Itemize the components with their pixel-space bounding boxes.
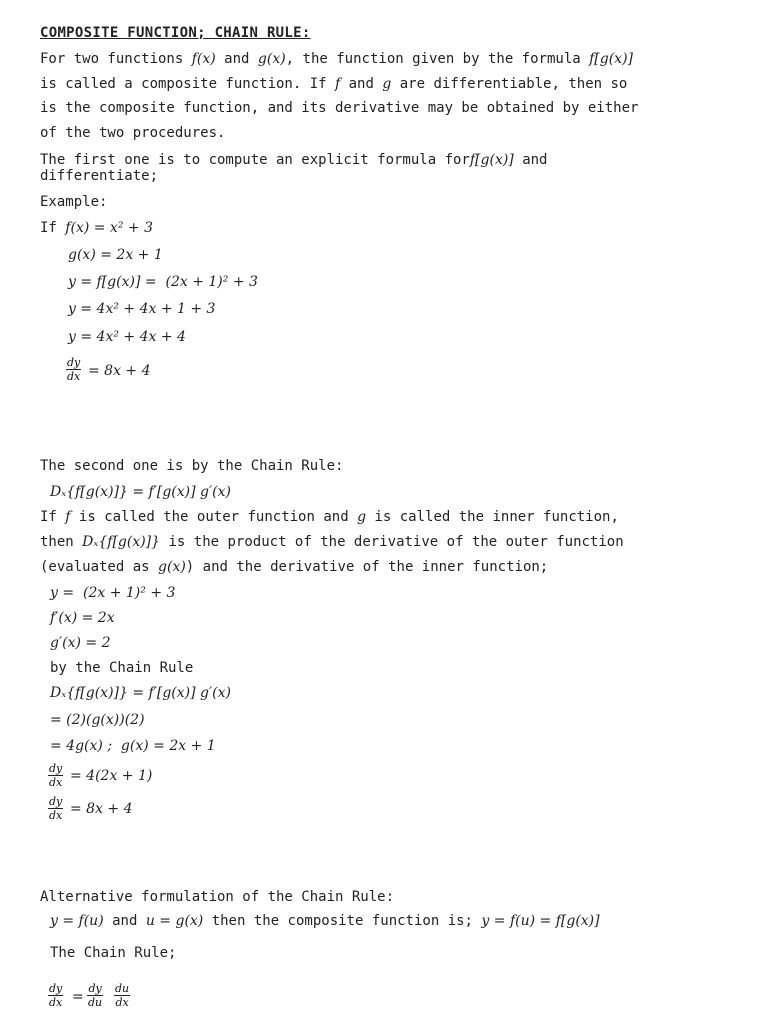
example-eq-2: g(x) = 2x + 1 [68,247,163,263]
second-step-5: Dₓ{f[g(x)]} = f′[g(x)] g′(x) [50,685,232,701]
fraction-numerator: du [115,982,130,995]
second-step-6: = (2)(g(x))(2) [50,712,145,728]
intro-line-5: The first one is to compute an explicit formula forf[g(x)] and [40,152,548,168]
intro-line-6: differentiate; [40,168,159,184]
alt-fraction-du-dx [114,982,130,1009]
second-step-4: by the Chain Rule [50,660,194,676]
second-line-3: then Dₓ{f[g(x)]} is the product of the derivative of the outer function [40,534,624,550]
fraction-numerator: dy [49,762,63,775]
fraction-denominator: dx [49,776,63,789]
alt-line-3: The Chain Rule; [50,945,177,961]
fraction-numerator: dy [88,982,102,995]
fraction-numerator: dy [49,795,63,808]
example-eq-5: y = 4x² + 4x + 4 [68,329,186,345]
second-step-8: = 4(2x + 1) [70,768,153,784]
alt-fraction-dy-du [87,982,103,1009]
second-step-9: = 8x + 4 [70,801,133,817]
fraction-numerator: dy [49,982,63,995]
example-label: Example: [40,194,108,210]
fraction-denominator: du [88,996,103,1009]
intro-line-3: is the composite function, and its derivative may be obtained by either [40,100,639,116]
fraction-denominator: dx [49,996,63,1009]
intro-line-4: of the two procedures. [40,125,226,141]
second-line-4: (evaluated as g(x)) and the derivative of the inner function; [40,559,549,575]
second-derivative-fraction-2 [48,795,63,822]
second-heading: The second one is by the Chain Rule: [40,458,344,474]
alt-line-2: y = f(u) and u = g(x) then the composite function is; y = f(u) = f[g(x)] [50,913,600,929]
intro-line-1: For two functions f(x) and g(x), the function given by the formula f[g(x)] [40,51,633,67]
second-step-7: = 4g(x) ; g(x) = 2x + 1 [50,738,216,754]
fraction-numerator: dy [67,356,81,369]
example-derivative-fraction [66,356,81,383]
alt-equals: = [72,989,84,1005]
second-derivative-fraction-1 [48,762,63,789]
chain-rule-formula: Dₓ{f[g(x)]} = f′[g(x)] g′(x) [50,484,232,500]
alt-fraction-dy-dx [48,982,63,1009]
example-eq-1: If f(x) = x² + 3 [40,220,153,236]
second-step-2: f′(x) = 2x [50,610,115,626]
fraction-denominator: dx [49,809,63,822]
intro-line-2: is called a composite function. If f and g are differentiable, then so [40,76,628,92]
second-line-2: If f is called the outer function and g is called the inner function, [40,509,619,525]
page-title: COMPOSITE FUNCTION; CHAIN RULE: [40,25,311,41]
second-step-3: g′(x) = 2 [50,635,111,651]
example-eq-4: y = 4x² + 4x + 1 + 3 [68,301,216,317]
example-eq-6: = 8x + 4 [88,363,151,379]
fraction-denominator: dx [115,996,129,1009]
example-eq-3: y = f[g(x)] = (2x + 1)² + 3 [68,274,258,290]
alt-heading: Alternative formulation of the Chain Rule: [40,889,395,905]
second-step-1: y = (2x + 1)² + 3 [50,585,176,601]
fraction-denominator: dx [67,370,81,383]
